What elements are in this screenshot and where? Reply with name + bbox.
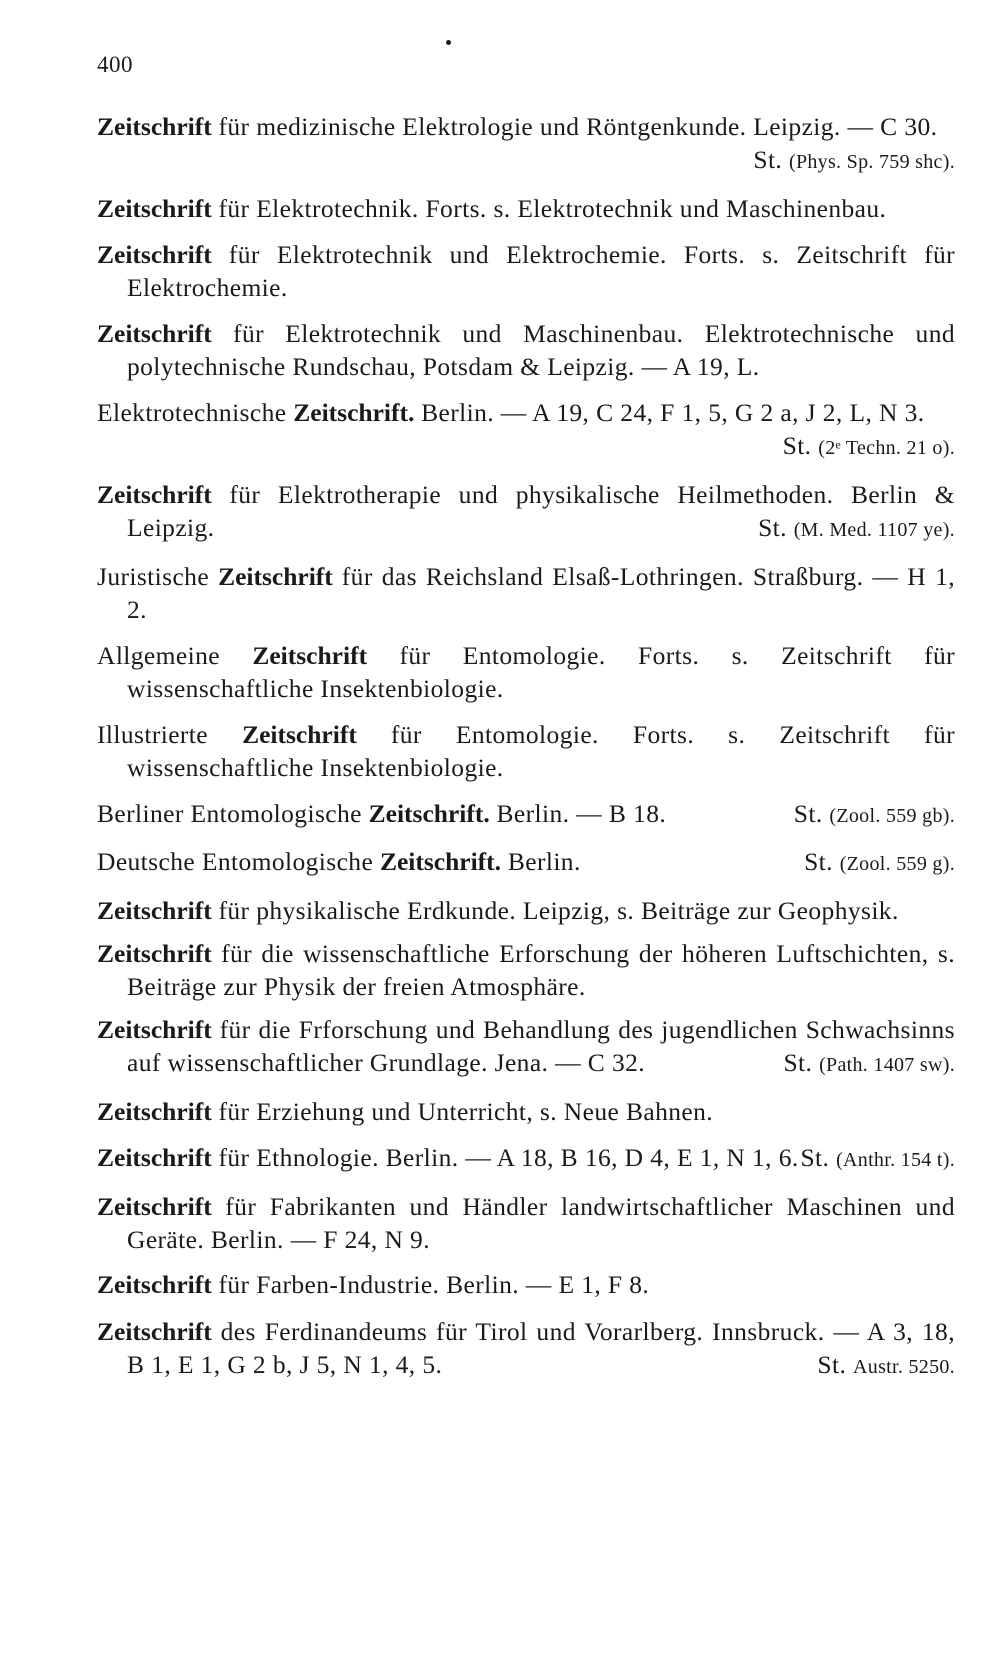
- shelf-st-label: St.: [753, 145, 783, 174]
- entry-prefix: Allgemeine: [97, 641, 253, 670]
- entry-text: für Ethnologie. Berlin. — A 18, B 16, D 4, E 1, N 1, 6.: [211, 1143, 799, 1172]
- shelf-mark: (2ᵉ Techn. 21 o).: [818, 437, 955, 459]
- catalog-entry: [97, 238, 955, 304]
- shelf-reference: [758, 511, 955, 547]
- catalog-entry: [97, 1268, 955, 1301]
- entry-text: für Erziehung und Unterricht, s. Neue Bahnen.: [211, 1097, 714, 1126]
- catalog-entry: [97, 110, 955, 179]
- entry-title-bold: Zeitschrift: [218, 562, 333, 591]
- catalog-entry: [97, 1141, 955, 1177]
- shelf-st-label: St.: [804, 847, 833, 876]
- catalog-entry: [97, 797, 955, 833]
- catalog-entry: [97, 845, 955, 881]
- entry-text: für Elektrotechnik. Forts. s. Elektrotechnik und Maschinenbau.: [211, 194, 887, 223]
- entry-list: [97, 110, 955, 1384]
- print-speck: [446, 40, 451, 45]
- entry-title-bold: Zeitschrift: [97, 1192, 212, 1221]
- entry-text: für physikalische Erdkunde. Leipzig, s. Beiträge zur Geophysik.: [211, 896, 899, 925]
- entry-title-bold: Zeitschrift: [97, 896, 212, 925]
- shelf-reference: [783, 429, 955, 465]
- entry-title-bold: Zeitschrift: [97, 1317, 212, 1346]
- shelf-mark: (Anthr. 154 t).: [836, 1149, 955, 1171]
- entry-title-bold: Zeitschrift: [97, 319, 212, 348]
- catalog-entry: [97, 192, 955, 225]
- entry-text: für Elektrotechnik und Maschinenbau. Elektrotechnische und polytechnische Rundschau, Potsdam & Leipzig. — A 19, L.: [127, 319, 955, 381]
- entry-text: für Entomologie. Forts. s. Zeitschrift für wissenschaftliche Insektenbiologie.: [127, 720, 955, 782]
- catalog-entry: [97, 894, 955, 927]
- catalog-entry: [97, 639, 955, 705]
- entry-text: des Ferdinandeums für Tirol und Vorarlberg. Innsbruck. — A 3, 18, B 1, E 1, G 2 b, J 5, N 1, 4, 5.: [127, 1317, 955, 1379]
- entry-text: für Fabrikanten und Händler landwirtschaftlicher Maschinen und Geräte. Berlin. — F 24, N 9.: [127, 1192, 955, 1254]
- entry-text: Berlin. — B 18.: [489, 799, 667, 828]
- entry-title-bold: Zeitschrift: [97, 1143, 212, 1172]
- entry-text: für das Reichsland Elsaß-Lothringen. Straßburg. — H 1, 2.: [127, 562, 955, 624]
- entry-text: Berlin. — A 19, C 24, F 1, 5, G 2 a, J 2, L, N 3.: [414, 398, 925, 427]
- entry-title-bold: Zeitschrift: [97, 112, 212, 141]
- entry-text: für die wissenschaftliche Erforschung der höheren Luftschichten, s. Beiträge zur Physik der freien Atmosphäre.: [127, 939, 955, 1001]
- entry-prefix: Deutsche Entomologische: [97, 847, 380, 876]
- catalog-entry: [97, 1013, 955, 1082]
- shelf-st-label: St.: [782, 431, 812, 460]
- shelf-reference: [783, 1046, 955, 1082]
- shelf-mark: (Zool. 559 g).: [839, 853, 955, 875]
- shelf-st-label: St.: [793, 799, 823, 828]
- entry-title-bold: Zeitschrift: [97, 480, 212, 509]
- entry-title-bold: Zeitschrift: [97, 939, 212, 968]
- entry-text: Berlin.: [501, 847, 581, 876]
- catalog-entry: [97, 560, 955, 626]
- entry-text: für Entomologie. Forts. s. Zeitschrift für wissenschaftliche Insektenbiologie.: [127, 641, 956, 703]
- entry-title-bold: Zeitschrift: [97, 1015, 212, 1044]
- entry-text: für Elektrotherapie und physikalische Heilmethoden. Berlin & Leipzig.: [127, 480, 955, 542]
- entry-title-bold: Zeitschrift.: [293, 398, 415, 427]
- entry-title-bold: Zeitschrift: [252, 641, 368, 670]
- entry-text: für medizinische Elektrologie und Röntgenkunde. Leipzig. — C 30.: [211, 112, 938, 141]
- shelf-st-label: St.: [758, 513, 787, 542]
- catalog-entry: [97, 718, 955, 784]
- entry-prefix: Elektrotechnische: [97, 398, 294, 427]
- entry-text: für Elektrotechnik und Elektrochemie. Forts. s. Zeitschrift für Elektrochemie.: [127, 240, 955, 302]
- shelf-reference: [753, 143, 955, 179]
- shelf-reference: [817, 1348, 955, 1384]
- page-number: 400: [97, 52, 133, 77]
- shelf-reference: [794, 797, 955, 833]
- shelf-mark: Austr. 5250.: [853, 1356, 955, 1378]
- entry-text: für die Frforschung und Behandlung des jugendlichen Schwachsinns auf wissenschaftlicher Grundlage. Jena. — C 32.: [127, 1015, 955, 1077]
- entry-title-bold: Zeitschrift.: [368, 799, 490, 828]
- entry-title-bold: Zeitschrift: [97, 240, 212, 269]
- shelf-st-label: St.: [783, 1048, 813, 1077]
- shelf-st-label: St.: [817, 1350, 847, 1379]
- entry-prefix: Illustrierte: [97, 720, 243, 749]
- entry-title-bold: Zeitschrift: [242, 720, 357, 749]
- catalog-entry: [97, 937, 955, 1003]
- catalog-entry: [97, 478, 955, 547]
- entry-prefix: Juristische: [97, 562, 219, 591]
- entry-text: für Farben-Industrie. Berlin. — E 1, F 8.: [211, 1270, 650, 1299]
- entry-prefix: Berliner Entomologische: [97, 799, 369, 828]
- shelf-mark: (Path. 1407 sw).: [819, 1054, 955, 1076]
- shelf-reference: [800, 1141, 955, 1177]
- entry-title-bold: Zeitschrift: [97, 1097, 212, 1126]
- catalog-entry: [97, 1190, 955, 1256]
- entry-title-bold: Zeitschrift: [97, 1270, 212, 1299]
- catalog-entry: [97, 396, 955, 465]
- shelf-mark: (Zool. 559 gb).: [829, 805, 955, 827]
- catalog-entry: [97, 1315, 955, 1384]
- shelf-reference: [804, 845, 955, 881]
- entry-title-bold: Zeitschrift: [97, 194, 212, 223]
- shelf-mark: (Phys. Sp. 759 shc).: [788, 151, 955, 173]
- shelf-st-label: St.: [800, 1143, 830, 1172]
- catalog-entry: [97, 317, 955, 383]
- entry-title-bold: Zeitschrift.: [379, 847, 502, 876]
- shelf-mark: (M. Med. 1107 ye).: [793, 519, 955, 541]
- catalog-entry: [97, 1095, 955, 1128]
